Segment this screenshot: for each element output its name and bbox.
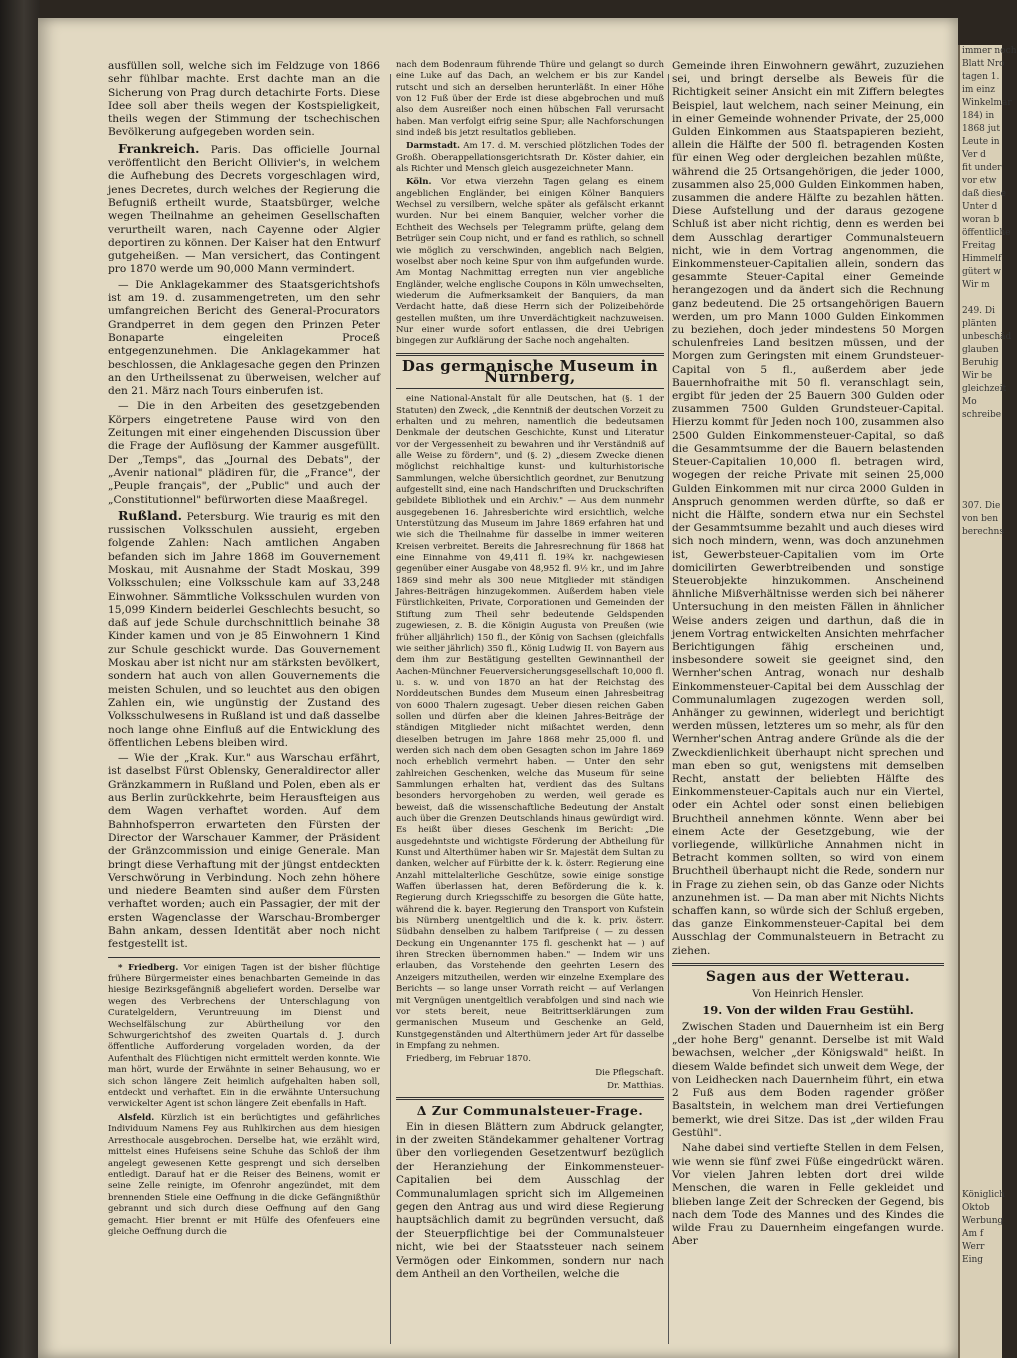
paragraph: ausfüllen soll, welche sich im Feldzuge von 1866 sehr fühlbar machte. Erst dachte man an die Sicherung von Prag durch detachirte Forts. Diese Idee soll aber theils wegen der Kostspieligkeit, theils wegen der Stimmung der tschechischen Bevölkerung aufgegeben worden sein. [108,60,380,139]
adjacent-page-line [960,890,1002,903]
adjacent-page-line: plänten [962,319,997,329]
signature: Die Pflegschaft. [595,1067,664,1078]
adjacent-page-line [960,422,1002,435]
adjacent-page-line: 249. Di [962,306,995,316]
adjacent-page-line: 184) in [962,111,995,121]
adjacent-page-line: glauben [962,345,999,355]
paragraph: Alsfeld. Kürzlich ist ein berüchtigtes und gefährliches Individuum Namens Fey aus Ruhlkirchen aus dem hiesigen Arresthocale ausgebrochen. Derselbe hat, wie erzählt wird, mittelst eines Hufeisens seine Schuhe das Schloß der ihm angelegt gewesenen Kette gesprengt und sich derselben entledigt. Darauf hat er die Reiser des Beinens, womit er seine Zelle reinigte, im Ofenrohr angezündet, mit dem brennenden Stiele eine Oeffnung in die dicke Gefängnißthür gebrannt und sich durch diese Oeffnung auf den Gang gemacht. Hier brennt er mit Hülfe des Ofenfeuers eine gleiche Oeffnung durch die [108,1112,380,1237]
adjacent-page-line [960,1085,1002,1098]
adjacent-page-line [960,292,1002,305]
section-heading: Köln. [406,177,432,188]
section-heading: Frankreich. [118,140,200,156]
adjacent-page-line: im einz [962,85,996,95]
adjacent-page-line [960,942,1002,955]
adjacent-page-line [960,1046,1002,1059]
adjacent-page-line [960,1124,1002,1137]
adjacent-page-line: Wir m [962,280,990,290]
adjacent-page-line [960,487,1002,500]
adjacent-page-line: vor etw [962,176,997,186]
article-title: Das germanische Museum in Nürnberg, [401,356,659,386]
adjacent-page-line [960,539,1002,552]
separator [396,1097,664,1100]
adjacent-page-line [960,1098,1002,1111]
adjacent-page-line: Eing [962,1255,984,1265]
adjacent-page-line: unbeschäd [962,332,1012,342]
adjacent-page-line [960,955,1002,968]
adjacent-page-line [960,435,1002,448]
adjacent-page-line [960,877,1002,890]
adjacent-page-line: Ver d [962,150,986,160]
paragraph: * Friedberg. Vor einigen Tagen ist der bisher flüchtige frühere Bürgermeister eines benachbarten Gemeinde in das hiesige Bezirksgefängniß abgeliefert worden. Derselbe war wegen des Verbrechens der Unterschlagung von Curatelgeldern, Veruntreuung im Dienst und Wechselfälschung zur Abürtheilung vor den Schwurgerichtshof des zweiten Quartals d. J. durch öffentliche Aufforderung vorgeladen worden, da der Aufenthalt des Flüchtigen nicht ermittelt werden konnte. Wie man hört, wurde der Erwähnte in seiner Behausung, wo er sich schon längere Zeit heimlich aufgehalten haben soll, entdeckt und verhaftet. Ein in die erwähnte Untersuchung verwickelter Agent ist schon längere Zeit ebenfalls in Haft. [108,962,380,1110]
adjacent-page-line: öffentliche [962,228,1011,238]
adjacent-page-line [960,747,1002,760]
paragraph: Ein in diesen Blättern zum Abdruck gelangter, in der zweiten Ständekammer gehaltener Vortrag über den vorliegenden Gesetzentwurf bezüglich der Heranziehung der Einkommensteuer-Capitalien bei dem Ausschlag der Communalumlagen spricht sich im Allgemeinen gegen den Antrag aus und wird diese Regierung hauptsächlich damit zu begründen versucht, daß der Steuerpflichtige bei der Communalsteuer nicht, wie bei der Staatssteuer nach seinem Vermögen oder Einkommen, sondern nur nach dem Antheil an den Vortheilen, welche die [396,1120,664,1281]
dateline: Friedberg, im Februar 1870. [406,1054,531,1065]
adjacent-page-line: schreibe [962,410,1002,420]
adjacent-page-line [960,851,1002,864]
adjacent-page-line [960,825,1002,838]
section-heading: Rußland. [118,507,183,523]
adjacent-page-line: 1868 jut [962,124,1000,134]
separator [672,963,944,966]
column-divider [668,74,669,1344]
adjacent-page-line [960,656,1002,669]
adjacent-page-line [960,708,1002,721]
adjacent-page-line [960,994,1002,1007]
adjacent-page-line [960,1111,1002,1124]
adjacent-page-line [960,916,1002,929]
section-heading: Alsfeld. [118,1112,155,1123]
local-news [108,963,380,1239]
adjacent-page-line [960,1072,1002,1085]
adjacent-page-line [960,1150,1002,1163]
adjacent-page-line: immer noch [962,46,1017,56]
signature: Dr. Matthias. [607,1080,664,1091]
adjacent-page-line: Königlich [962,1190,1005,1200]
adjacent-page-line: Oktob [962,1203,990,1213]
adjacent-page-line [960,474,1002,487]
article-title: Δ Zur Communalsteuer-Frage. [416,1103,644,1119]
paragraph: Frankreich. Paris. Das officielle Journal veröffentlicht den Bericht Ollivier's, in welchem die Aufhebung des Decrets vorgeschlagen wird, jenes Decretes, durch welches der Regierung die Befugniß ertheilt wurde, Staatsbürger, welche wegen Theilnahme an geheimen Gesellschaften verurtheilt waren, nach Cayenne oder Algier deportiren zu können. Der Kaiser hat den Entwurf gutgeheißen. — Man versichert, das Contingent pro 1870 werde um 90,000 Mann vermindert. [108,140,380,276]
adjacent-page-line [960,1007,1002,1020]
adjacent-page-line: Am f [962,1229,984,1239]
adjacent-page-line [960,461,1002,474]
paragraph: eine National-Anstalt für alle Deutschen, hat (§. 1 der Statuten) den Zweck, „die Kenntniß der deutschen Vorzeit zu erhalten und zu mehren, namentlich die bedeutsamen Denkmale der deutschen Geschichte, Kunst und Literatur vor der Vergessenheit zu bewahren und ihr Verständniß auf alle Weise zu fördern", und (§. 2) „diesem Zwecke dienen möglichst reichhaltige kunst- und kulturhistorische Sammlungen, welche übersichtlich geordnet, zur Benutzung aufgestellt sind, eine nach Handschriften und Druckschriften gebildete Bibliothek und ein Archiv." — Aus dem nunmehr ausgegebenen 16. Jahresberichte wird ersichtlich, welche Unterstützung das Museum im Jahre 1869 erfahren hat und wie sich die Theilnahme für dasselbe in immer weiteren Kreisen verbreitet. Bereits die Jahresrechnung für 1868 hat eine Einnahme von 49,411 fl. 19¾ kr. nachgewiesen gegenüber einer Ausgabe von 48,952 fl. 9½ kr., und im Jahre 1869 sind mehr als 300 neue Mitglieder mit ständigen Jahres-Beiträgen hinzugekommen. Außerdem haben viele Fürstlichkeiten, Private, Corporationen und Gemeinden der Stiftung zum Theil sehr bedeutende Geldspenden zugewiesen, z. B. die Königin Augusta von Preußen (wie früher alljährlich) 150 fl., der König von Sachsen (gleichfalls wie seither jährlich) 350 fl., König Ludwig II. von Bayern aus dem ihm zur Bestätigung gestellten Gewinnantheil der Aachen-Münchner Feuerversicherungsgesellschaft 10,000 fl. u. s. w. und von 1870 an hat der Reichstag des Norddeutschen Bundes dem Museum einen Jahresbeitrag von 6000 Thalern zugesagt. Ueber diesen reichen Gaben sollen und dürfen aber die kleinen Jahres-Beiträge der ständigen Mitglieder nicht mißachtet werden, denn dieselben betrugen im Jahre 1868 mehr 25,000 fl. und werden sich nach dem oben Gesagten schon im Jahre 1869 noch erheblich vermehrt haben. — Unter den sehr zahlreichen Geschenken, welche das Museum für seine Sammlungen erhalten hat, verdient das des Sultans besonders hervorgehoben zu werden, weil gerade es beweist, daß die wissenschaftliche Bedeutung der Anstalt auch über die Grenzen Deutschlands hinaus gewürdigt wird. Es heißt über dieses Geschenk im Bericht: „Die ausgedehntste und wichtigste Förderung der Abtheilung für Kunst und Alterthümer haben wir Sr. Majestät dem Sultan zu danken, welcher auf Fürbitte der k. k. österr. Regierung eine Anzahl mittelalterliche Geschütze, sowie einige sonstige Waffen überlassen hat, deren Beförderung die k. k. Regierung durch Kriegsschiffe zu besorgen die Güte hatte, während die k. bayer. Regierung den Transport von Kufstein bis Nürnberg unentgeltlich und die k. k. priv. österr. Südbahn denselben zu halbem Tarifpreise ( — zu dessen Deckung ein Ungenannter 175 fl. geschenkt hat — ) auf ihren Strecken übernommen haben." — Indem wir uns erlauben, das Vorstehende den geehrten Lesern des Anzeigers mitzutheilen, werden wir einzelne Exemplare des Berichts — so lange unser Vorrath reicht — auf Verlangen mit Vergnügen unentgeltlich verabfolgen und sind nach wie vor stets bereit, neue Beitrittserklärungen zum germanischen Museum und Geschenke an Geld, Kunstgegenständen und Alterthümern jeder Art für dasselbe in Empfang zu nehmen. [396,394,664,1051]
separator [396,353,664,356]
adjacent-page-line [960,799,1002,812]
adjacent-page-line: Mo [962,397,977,407]
adjacent-page-line: Winkelmar [962,98,1012,108]
adjacent-page-line: Leute in [962,137,1000,147]
adjacent-page-line [960,838,1002,851]
adjacent-page-line: daß diese [962,189,1006,199]
adjacent-page-line: fit under [962,163,1002,173]
adjacent-page-line: 307. Die [962,501,1001,511]
adjacent-page-line [960,1163,1002,1176]
adjacent-page-line [960,864,1002,877]
separator [396,388,664,389]
adjacent-page-line [960,929,1002,942]
section-heading: * Friedberg. [118,962,179,973]
column-2 [396,60,664,1283]
paragraph: Nahe dabei sind vertiefte Stellen in dem Felsen, wie wenn sie fünf zwei Füße eingedrückt wären. Vor vielen Jahren lebten dort drei wilde Menschen, die waren in Felle gekleidet und blieben lange Zeit der Schrecken der Gegend, bis nach dem Tode des Mannes und des Kindes die wilde Frau zu Dauernheim eingefangen wurde. Aber [672,1142,944,1248]
adjacent-page-line: Werbung [962,1216,1004,1226]
adjacent-page-line: berechns [962,527,1004,537]
adjacent-page-line [960,669,1002,682]
paragraph: nach dem Bodenraum führende Thüre und gelangt so durch eine Luke auf das Dach, an welchem er bis zur Kandel rutscht und sich an derselben herunterläßt. In einer Höhe von 12 Fuß über der Erde ist diese abgebrochen und muß also dem Ausreißer noch einen hübschen Fall verursacht haben. Man verfolgt eifrig seine Spur; alle Nachforschungen sind indeß bis jetzt resultatlos geblieben. [396,60,664,139]
adjacent-page-line [960,721,1002,734]
adjacent-page-line: Beruhig [962,358,999,368]
adjacent-page-line [960,1137,1002,1150]
paragraph: Rußland. Petersburg. Wie traurig es mit den russischen Volksschulen aussieht, ergeben folgende Zahlen: Nach amtlichen Angaben befanden sich im Jahre 1868 im Gouvernement Moskau, mit Ausnahme der Stadt Moskau, 399 Volksschulen; eine Volksschule kam auf 33,248 Einwohner. Sämmtliche Volksschulen wurden von 15,099 Kindern beiderlei Geschlechts besucht, so daß auf jede Schule durchschnittlich beinahe 38 Kinder kamen und von je 85 Einwohnern 1 Kind zur Schule geschickt wurde. Das Gouvernement Moskau aber ist nicht nur am stärksten bevölkert, sondern hat auch von allen Gouvernements die meisten Schulen, und so leuchtet aus den obigen Zahlen ein, wie ungünstig der Zustand des Volksschulwesens in Rußland ist und daß dasselbe noch lange ohne Einfluß auf die Entwicklung des öffentlichen Lebens bleiben wird. [108,507,380,749]
adjacent-page-line [960,1059,1002,1072]
adjacent-page-line: woran b [962,215,1000,225]
adjacent-page-line [960,552,1002,565]
separator [108,957,380,958]
adjacent-page-line [960,591,1002,604]
adjacent-page-line: Blatt Nro [962,59,1005,69]
section-heading: Darmstadt. [406,141,460,152]
paragraph: Darmstadt. Am 17. d. M. verschied plötzlichen Todes der Großh. Oberappellationsgerichtsrath Dr. Köster dahier, ein als Richter und Mensch gleich ausgezeichneter Mann. [396,141,664,175]
adjacent-page-line: Wir be [962,371,993,381]
paragraph: Gemeinde ihren Einwohnern gewährt, zuzuziehen sei, und bringt derselbe als Beweis für die Richtigkeit seiner Ansicht ein mit Ziffern belegtes Beispiel, laut welchem, nach seiner Meinung, ein in einer Gemeinde wohnender Private, der 25,000 Gulden Einkommen aus Staatspapieren bezieht, allein die Hälfte der 500 fl. betragenden Kosten für einen Weg oder dergleichen bezahlen müßte, während die 25 Ortsangehörigen, die jeder 1000, zusammen also 25,000 Gulden Einkommen haben, zusammen die andere Hälfte zu bezahlen hätten. Diese Aufstellung und der daraus gezogene Schluß ist aber nicht richtig, denn es werden bei dem Ausschlag derartiger Communalsteuern nicht, wie in dem Vortrag angenommen, die Einkommensteuer-Capitalien allein, sondern das gesammte Steuer-Capital einer Gemeinde herangezogen und da ändert sich die Rechnung ganz bedeutend. Die 25 ortsangehörigen Bauern werden, um pro Mann 1000 Gulden Einkommen zu beziehen, doch jeder mindestens 50 Morgen schulenfreies Land besitzen müssen, und der Morgen zum Geringsten mit einem Grundsteuer-Capital von 5 fl., außerdem aber jede Bauernhofraithe mit 50 fl. veranschlagt sein, ergibt für jeden der 25 Bauern 300 Gulden oder zusammen 7500 Gulden Grundsteuer-Capital. Hierzu kommt für Jeden noch 100, zusammen also 2500 Gulden Einkommensteuer-Capital, so daß die Gesammtsumme der die Bauern belastenden Steuer-Capitalien 10,000 fl. betragen wird, wogegen der reiche Private mit seinen 25,000 Gulden Einkommen mit nur circa 2000 Gulden in Anspruch genommen werden dürfte, so daß er nicht die Hälfte, sondern etwa nur ein Sechstel der Gesammtsumme bezahlt und auch dieses wird sich noch mindern, wenn, was doch anzunehmen ist, Gewerbsteuer-Capitalien vom im Orte domicilirten Gewerbtreibenden und sonstige Steuerobjekte hinzukommen. Anscheinend ähnliche Mißverhältnisse werden sich bei näherer Untersuchung in den meisten Fällen in ähnlicher Weise anders zeigen und darthun, daß die in jenem Vortrag entwickelten Ansichten mehrfacher Berichtigungen fähig erscheinen und, insbesondere soweit sie geeignet sind, den Wernher'schen Antrag, wonach nur deshalb Einkommensteuer-Capital bei dem Ausschlag der Communalumlagen zugezogen werden soll, Anhänger zu gewinnen, widerlegt und berichtigt werden müssen, letzteres um so mehr, als für den Wernher'schen Antrag andere Gründe als die der Zweckdienlichkeit überhaupt nicht sprechen und man eben so gut, wenigstens mit demselben Recht, anstatt der beliebten Hälfte des Einkommensteuer-Capitals auch nur ein Viertel, oder ein Achtel oder sonst einen beliebigen Bruchtheil annehmen könnte. Wenn aber bei einem Acte der Gesetzgebung, wie der vorliegende, willkürliche Annahmen nicht in Betracht kommen sollten, so wird von einem Bruchtheil überhaupt nicht die Rede, sondern nur in Frage zu ziehen sein, ob das Ganze oder Nichts anzunehmen ist. — Da man aber mit Nichts Nichts schaffen kann, so würde sich der Schluß ergeben, das ganze Einkommensteuer-Capital bei dem Ausschlag der Communalsteuern in Betracht zu ziehen. [672,60,944,957]
paragraph: Zwischen Staden und Dauernheim ist ein Berg „der hohe Berg" genannt. Derselbe ist mit Wald bewachsen, welcher „der Königswald" heißt. In diesem Walde befindet sich unweit dem Wege, der von Leidhecken nach Dauernheim führt, ein etwa 2 Fuß aus dem Boden ragender größer Basaltstein, in welchem man drei Vertiefungen bemerkt, wie drei Sitze. Das ist „der wilden Frau Gestühl". [672,1020,944,1140]
paragraph: Köln. Vor etwa vierzehn Tagen gelang es einem angeblichen Engländer, bei einigen Kölner Banquiers Wechsel zu versilbern, welche später als gefälscht erkannt wurden. Nur bei einem Banquier, welcher vorher die Echtheit des Wechsels per Telegramm prüfte, gelang dem Betrüger sein Coup nicht, und er fand es rathlich, so schnell wie möglich zu verschwinden, angeblich nach Belgien, woselbst aber noch keine Spur von ihm aufgefunden wurde. Am Montag Nachmittag erregten nun vier angebliche Engländer, welche englische Coupons in Köln umwechselten, wiederum die Aufmerksamkeit der Banquiers, da man Verdacht hatte, daß diese Herrn sich der Polizeibehörde gestellen mußten, um ihre Unverdächtigkeit nachzuweisen. Nur einer wurde sofort entlassen, die drei Uebrigen bingegen zur Aufklärung der Sache noch angehalten. [396,177,664,347]
adjacent-page-line: Werr [962,1242,985,1252]
adjacent-page-line: Unter d [962,202,998,212]
adjacent-page-line [960,812,1002,825]
book-binding [0,0,40,1358]
paragraph: — Die Anklagekammer des Staatsgerichtshofs ist am 19. d. zusammengetreten, um den sehr umfangreichen Bericht des General-Procurators Grandperret in dem gegen den Prinzen Peter Bonaparte eingeleiten Proceß entgegenzunehmen. Die Anklagekammer hat beschlossen, die Anklagesache gegen den Prinzen an den Urtheilssenat zu überweisen, welcher auf den 21. März nach Tours einberufen ist. [108,278,380,398]
paragraph: — Die in den Arbeiten des gesetzgebenden Körpers eingetretene Pause wird von den Zeitungen mit einer eingehenden Discussion über die Frage der Auflösung der Kammer ausgefüllt. Der „Temps", das „Journal des Debats", der „Avenir national" plädiren für, die „France", der „Peuple français", der „Public" und auch der „Constitutionnel" befürworten diese Maaßregel. [108,400,380,506]
adjacent-page-line: Freitag [962,241,996,251]
article-title: Sagen aus der Wetterau. [705,968,911,985]
adjacent-page-fragment [958,45,1017,1358]
adjacent-page-line [960,630,1002,643]
adjacent-page-line [960,734,1002,747]
adjacent-page-line [960,578,1002,591]
paragraph: — Wie der „Krak. Kur." aus Warschau erfährt, ist daselbst Fürst Oblensky, Generaldirector aller Gränzkammern in Rußland und Polen, eben als er aus Berlin zurückkehrte, beim Herausfteigen aus dem Wagen verhaftet worden. Auf dem Bahnhofsperron erwarteten den Fürsten der Director der Warschauer Kammer, der Präsident der Gränzcommission und einige Generale. Man bringt diese Verhaftung mit der jüngst entdeckten Verschwörung in Verbindung. Noch zehn höhere und niedere Beamten sind außer dem Fürsten verhaftet worden; auch ein Passagier, der mit der ersten Wagenclasse der Warschau-Bromberger Bahn ankam, dessen Identität aber noch nicht festgestellt ist. [108,752,380,951]
adjacent-page-line [960,968,1002,981]
adjacent-page-line: tagen 1. [962,72,1000,82]
adjacent-page-line [960,448,1002,461]
column-3 [672,60,944,1251]
adjacent-page-line: gleichzeit [962,384,1007,394]
adjacent-page-line [960,682,1002,695]
author-line: Von Heinrich Hensler. [752,989,864,1001]
adjacent-page-line: Himmelf [962,254,1002,264]
column-1 [108,60,380,1240]
adjacent-page-line [960,773,1002,786]
adjacent-page-line [960,565,1002,578]
adjacent-page-line: von ben [962,514,999,524]
adjacent-page-line [960,1033,1002,1046]
adjacent-page-line [960,604,1002,617]
adjacent-page-line [960,1176,1002,1189]
adjacent-page-line [960,760,1002,773]
adjacent-page-line [960,903,1002,916]
adjacent-page-line [960,786,1002,799]
column-divider [390,74,391,1344]
adjacent-page-line [960,695,1002,708]
subtitle: 19. Von der wilden Frau Gestühl. [702,1003,914,1018]
adjacent-page-line [960,643,1002,656]
adjacent-page-line [960,617,1002,630]
adjacent-page-line [960,1020,1002,1033]
adjacent-page-line [960,981,1002,994]
adjacent-page-line: gütert w [962,267,1001,277]
